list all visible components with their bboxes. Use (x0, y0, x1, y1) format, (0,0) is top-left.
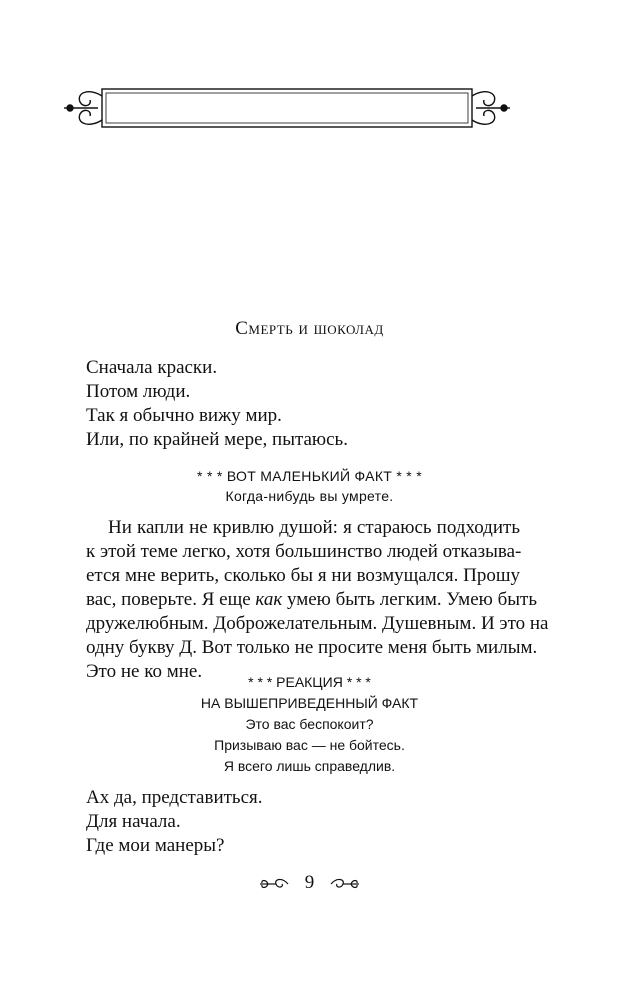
paragraph-line: Ни капли не кривлю душой: я стараюсь подходить (108, 517, 520, 538)
paragraph-line: ется мне верить, сколько бы я ни возмущался. Прошу (86, 565, 520, 586)
italic-word: как (255, 589, 283, 610)
intro-line: Или, по крайней мере, пытаюсь. (86, 429, 348, 450)
paragraph-line: дружелюбным. Доброжелательным. Душевным. И это на (86, 613, 549, 634)
page-number: 9 (304, 872, 315, 893)
left-flourish-icon (256, 876, 290, 892)
reaction-block (0, 672, 619, 777)
intro-line: Сначала краски. (86, 357, 218, 378)
right-flourish-icon (329, 876, 363, 892)
paragraph-line-part: вас, поверьте. Я еще (86, 589, 251, 610)
reaction-heading: * * * РЕАКЦИЯ * * * (248, 674, 371, 690)
paragraph-line-part: умею быть легким. Умею быть (286, 589, 537, 610)
reaction-subheading: НА ВЫШЕПРИВЕДЕННЫЙ ФАКТ (200, 695, 419, 711)
intro-line: Так я обычно вижу мир. (86, 405, 282, 426)
paragraph-line-with-italic (86, 588, 537, 612)
main-paragraph (86, 516, 549, 684)
intro-lines (86, 356, 348, 452)
outro-lines (86, 786, 263, 858)
chapter-title: Смерть и шоколад (235, 318, 384, 339)
outro-line: Ах да, представиться. (86, 787, 263, 808)
outro-line: Где мои манеры? (86, 835, 225, 856)
outro-line: Для начала. (86, 811, 181, 832)
header-ornament-frame (62, 86, 512, 130)
paragraph-line: одну букву Д. Вот только не просите меня быть милым. (86, 637, 538, 658)
intro-line: Потом люди. (86, 381, 191, 402)
fact-heading: * * * ВОТ МАЛЕНЬКИЙ ФАКТ * * * (197, 468, 422, 484)
fact-text: Когда-нибудь вы умрете. (225, 488, 394, 504)
page-footer (0, 872, 619, 894)
reaction-line: Призываю вас — не бойтесь. (214, 737, 405, 753)
paragraph-line: к этой теме легко, хотя большинство людей отказыва- (86, 541, 522, 562)
reaction-line: Я всего лишь справедлив. (223, 758, 396, 774)
paragraph-line: Это не ко мне. (86, 661, 203, 682)
reaction-line: Это вас беспокоит? (245, 716, 374, 732)
